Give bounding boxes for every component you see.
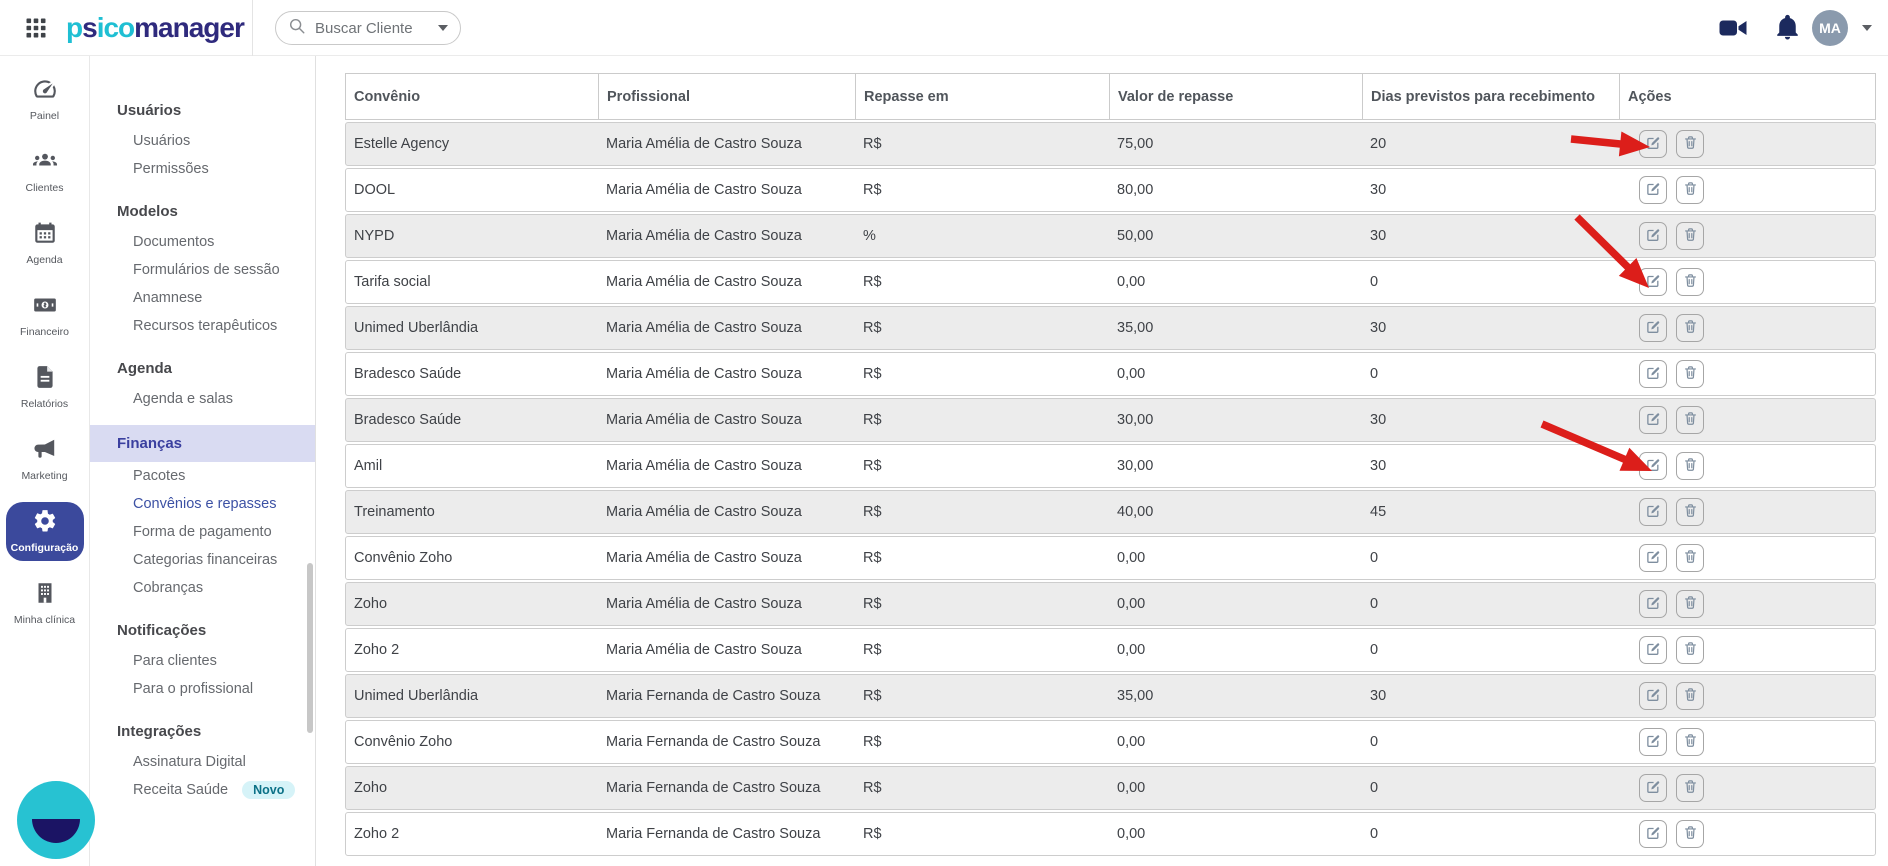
edit-pencil-icon [1646,365,1661,383]
dias-cell: 0 [1370,642,1379,658]
sidebar-link[interactable] [90,647,315,675]
sidebar-link[interactable] [90,574,315,602]
dias-cell: 0 [1370,780,1379,796]
table-row [345,766,1876,810]
edit-button[interactable] [1639,406,1667,434]
actions-cell [1619,636,1875,664]
actions-cell [1619,176,1875,204]
trash-icon [1683,457,1698,475]
trash-icon [1683,687,1698,705]
sidebar-section [90,352,315,413]
topbar-divider [252,0,253,56]
dias-cell: 30 [1370,320,1387,336]
edit-pencil-icon [1646,825,1661,843]
repasse-em-cell: R$ [863,826,882,842]
valor-cell: 0,00 [1117,550,1146,566]
edit-pencil-icon [1646,641,1661,659]
valor-cell: 50,00 [1117,228,1154,244]
table-row [345,490,1876,534]
profissional-cell: Maria Amélia de Castro Souza [606,320,802,336]
dias-cell: 45 [1370,504,1387,520]
sidebar-item-clientes[interactable] [6,142,84,201]
sidebar-link-label: Documentos [133,234,215,250]
convenio-cell: DOOL [354,182,396,198]
nav-item-label: Painel [29,110,60,122]
valor-cell: 80,00 [1117,182,1154,198]
edit-button[interactable] [1639,176,1667,204]
novo-badge: Novo [242,781,295,800]
nav-item-label: Minha clínica [13,614,76,626]
sidebar-link[interactable] [90,256,315,284]
convenio-cell: Estelle Agency [354,136,450,152]
repasse-em-cell: R$ [863,550,882,566]
edit-pencil-icon [1646,181,1661,199]
delete-button[interactable] [1676,222,1704,250]
sidebar-link[interactable] [90,518,315,546]
repasse-em-cell: R$ [863,412,882,428]
column-header: Profissional [598,74,855,119]
dias-cell: 30 [1370,412,1387,428]
sidebar-section [90,715,315,804]
dias-cell: 0 [1370,826,1379,842]
convenio-cell: Amil [354,458,383,474]
sidebar-link-label: Anamnese [133,290,203,306]
banknote-icon [32,305,58,322]
sidebar-item-relatorios[interactable] [6,358,84,417]
sidebar-section-title: Agenda [117,360,173,377]
valor-cell: 35,00 [1117,688,1154,704]
edit-button[interactable] [1639,360,1667,388]
table-row [345,168,1876,212]
convenio-cell: Unimed Uberlândia [354,320,479,336]
nav-item-label: Relatórios [20,398,69,410]
sidebar-link[interactable] [90,462,315,490]
edit-button[interactable] [1639,498,1667,526]
sidebar-scrollbar[interactable] [307,563,313,733]
repasse-em-cell: R$ [863,734,882,750]
delete-button[interactable] [1676,452,1704,480]
nav-item-label: Financeiro [19,326,70,338]
repasse-em-cell: R$ [863,688,882,704]
edit-button[interactable] [1639,590,1667,618]
edit-button[interactable] [1639,774,1667,802]
column-header: Dias previstos para recebimento [1362,74,1619,119]
profissional-cell: Maria Amélia de Castro Souza [606,642,802,658]
search-icon [288,17,306,40]
profissional-cell: Maria Fernanda de Castro Souza [606,780,821,796]
sidebar-item-marketing[interactable] [6,430,84,489]
edit-button[interactable] [1639,636,1667,664]
delete-button[interactable] [1676,820,1704,848]
edit-pencil-icon [1646,273,1661,291]
dias-cell: 30 [1370,228,1387,244]
table-row [345,674,1876,718]
support-chat-bubble[interactable] [17,781,95,859]
trash-icon [1683,135,1698,153]
table-row [345,260,1876,304]
profissional-cell: Maria Amélia de Castro Souza [606,228,802,244]
psicomanager-logo[interactable]: psicomanager [66,12,244,43]
edit-button[interactable] [1639,682,1667,710]
sidebar-link-label: Pacotes [133,468,186,484]
nav-item-label: Agenda [26,254,63,266]
column-header: Repasse em [855,74,1109,119]
dias-cell: 0 [1370,550,1379,566]
convenio-cell: NYPD [354,228,395,244]
table-row [345,582,1876,626]
sidebar-item-painel[interactable] [6,70,84,129]
settings-sidebar [90,56,316,866]
profissional-cell: Maria Fernanda de Castro Souza [606,688,821,704]
dias-cell: 30 [1370,458,1387,474]
user-avatar[interactable] [1812,10,1848,46]
delete-button[interactable] [1676,498,1704,526]
sidebar-link-label: Permissões [133,161,209,177]
actions-cell [1619,728,1875,756]
nav-item-label: Clientes [25,182,64,194]
actions-cell [1619,222,1875,250]
sidebar-link[interactable] [90,776,315,804]
profissional-cell: Maria Amélia de Castro Souza [606,182,802,198]
edit-button[interactable] [1639,222,1667,250]
notifications-bell-icon[interactable] [1776,14,1799,45]
sidebar-item-agenda[interactable] [6,214,84,273]
sidebar-item-financeiro[interactable] [6,286,84,345]
delete-button[interactable] [1676,268,1704,296]
delete-button[interactable] [1676,636,1704,664]
dias-cell: 0 [1370,734,1379,750]
table-row [345,812,1876,856]
repasse-em-cell: % [863,228,876,244]
apps-grid-icon[interactable] [24,16,48,40]
edit-pencil-icon [1646,319,1661,337]
convenio-cell: Bradesco Saúde [354,412,462,428]
actions-cell [1619,682,1875,710]
valor-cell: 30,00 [1117,412,1154,428]
table-row [345,536,1876,580]
valor-cell: 0,00 [1117,366,1146,382]
profissional-cell: Maria Amélia de Castro Souza [606,504,802,520]
sidebar-section-title: Finanças [90,425,315,462]
table-row [345,352,1876,396]
table-row [345,122,1876,166]
edit-pencil-icon [1646,549,1661,567]
valor-cell: 0,00 [1117,734,1146,750]
trash-icon [1683,825,1698,843]
trash-icon [1683,319,1698,337]
sidebar-link[interactable] [90,312,315,340]
search-placeholder: Buscar Cliente [315,19,413,37]
dias-cell: 30 [1370,688,1387,704]
sidebar-link[interactable] [90,490,315,518]
table-row [345,720,1876,764]
sidebar-link-label: Para clientes [133,653,217,669]
sidebar-link[interactable] [90,228,315,256]
sidebar-section [90,614,315,703]
sidebar-section [90,195,315,340]
edit-button[interactable] [1639,130,1667,158]
edit-pencil-icon [1646,595,1661,613]
actions-cell [1619,360,1875,388]
dias-cell: 20 [1370,136,1387,152]
delete-button[interactable] [1676,544,1704,572]
profissional-cell: Maria Fernanda de Castro Souza [606,826,821,842]
top-bar [0,0,1888,56]
sidebar-link[interactable] [90,385,315,413]
table-row [345,306,1876,350]
edit-button[interactable] [1639,820,1667,848]
table-row [345,444,1876,488]
column-header: Convênio [354,88,421,105]
sidebar-link-label: Cobranças [133,580,204,596]
sidebar-link[interactable] [90,748,315,776]
repasse-em-cell: R$ [863,274,882,290]
sidebar-link[interactable] [90,675,315,703]
valor-cell: 0,00 [1117,780,1146,796]
primary-nav-sidebar [0,56,90,866]
sidebar-link[interactable] [90,284,315,312]
repasse-em-cell: R$ [863,780,882,796]
chat-bubble-mouth-icon [32,819,80,843]
repasse-em-cell: R$ [863,366,882,382]
profissional-cell: Maria Amélia de Castro Souza [606,274,802,290]
trash-icon [1683,503,1698,521]
sidebar-section-title: Modelos [117,203,178,220]
repasse-em-cell: R$ [863,504,882,520]
actions-cell [1619,268,1875,296]
sidebar-link-label: Formulários de sessão [133,262,280,278]
edit-button[interactable] [1639,268,1667,296]
repasse-em-cell: R$ [863,642,882,658]
profissional-cell: Maria Amélia de Castro Souza [606,412,802,428]
convenio-cell: Zoho 2 [354,826,400,842]
valor-cell: 0,00 [1117,826,1146,842]
convenio-cell: Zoho [354,780,388,796]
valor-cell: 40,00 [1117,504,1154,520]
convenio-cell: Zoho 2 [354,642,400,658]
sidebar-link-label: Recursos terapêuticos [133,318,278,334]
valor-cell: 75,00 [1117,136,1154,152]
sidebar-item-configuracao[interactable] [6,502,84,561]
profissional-cell: Maria Amélia de Castro Souza [606,136,802,152]
sidebar-link-label: Usuários [133,133,191,149]
convenio-cell: Zoho [354,596,388,612]
edit-pencil-icon [1646,687,1661,705]
search-client-dropdown[interactable] [275,11,461,45]
sidebar-link[interactable] [90,546,315,574]
edit-pencil-icon [1646,227,1661,245]
delete-button[interactable] [1676,728,1704,756]
calendar-icon [32,233,58,250]
edit-pencil-icon [1646,457,1661,475]
trash-icon [1683,779,1698,797]
edit-button[interactable] [1639,452,1667,480]
people-icon [32,161,58,178]
profissional-cell: Maria Amélia de Castro Souza [606,596,802,612]
repasse-em-cell: R$ [863,136,882,152]
convenio-cell: Treinamento [354,504,435,520]
avatar-initials: MA [1819,20,1841,36]
video-call-icon[interactable] [1719,18,1747,43]
delete-button[interactable] [1676,406,1704,434]
table-row [345,398,1876,442]
dias-cell: 0 [1370,274,1379,290]
sidebar-link[interactable] [90,127,315,155]
profissional-cell: Maria Amélia de Castro Souza [606,550,802,566]
repasse-em-cell: R$ [863,596,882,612]
speedometer-icon [32,89,58,106]
chevron-down-icon [438,25,448,31]
actions-cell [1619,314,1875,342]
sidebar-link-label: Receita Saúde [133,782,229,798]
edit-button[interactable] [1639,544,1667,572]
report-icon [32,377,58,394]
nav-item-label: Marketing [21,470,68,482]
actions-cell [1619,774,1875,802]
nav-item-label: Configuração [10,542,79,554]
gear-icon [32,521,58,538]
edit-pencil-icon [1646,733,1661,751]
valor-cell: 0,00 [1117,274,1146,290]
actions-cell [1619,820,1875,848]
delete-button[interactable] [1676,360,1704,388]
trash-icon [1683,227,1698,245]
table-row [345,214,1876,258]
edit-button[interactable] [1639,728,1667,756]
actions-cell [1619,498,1875,526]
delete-button[interactable] [1676,774,1704,802]
actions-cell [1619,406,1875,434]
convenio-cell: Tarifa social [354,274,431,290]
trash-icon [1683,549,1698,567]
convenio-cell: Convênio Zoho [354,734,453,750]
sidebar-link-label: Categorias financeiras [133,552,278,568]
valor-cell: 0,00 [1117,596,1146,612]
delete-button[interactable] [1676,590,1704,618]
delete-button[interactable] [1676,682,1704,710]
table-header-row [345,73,1876,120]
trash-icon [1683,641,1698,659]
sidebar-section-title: Notificações [117,622,207,639]
trash-icon [1683,273,1698,291]
convenio-cell: Unimed Uberlândia [354,688,479,704]
sidebar-link[interactable] [90,155,315,183]
sidebar-section-title: Usuários [117,102,182,119]
sidebar-section-title: Integrações [117,723,202,740]
trash-icon [1683,181,1698,199]
sidebar-link-label: Forma de pagamento [133,524,272,540]
convenios-table [345,73,1876,856]
repasse-em-cell: R$ [863,458,882,474]
profissional-cell: Maria Fernanda de Castro Souza [606,734,821,750]
edit-button[interactable] [1639,314,1667,342]
actions-cell [1619,590,1875,618]
profissional-cell: Maria Amélia de Castro Souza [606,366,802,382]
dias-cell: 30 [1370,182,1387,198]
valor-cell: 35,00 [1117,320,1154,336]
sidebar-item-minha-clinica[interactable] [6,574,84,633]
valor-cell: 30,00 [1117,458,1154,474]
convenio-cell: Bradesco Saúde [354,366,462,382]
edit-pencil-icon [1646,503,1661,521]
repasse-em-cell: R$ [863,320,882,336]
trash-icon [1683,733,1698,751]
trash-icon [1683,365,1698,383]
actions-cell [1619,452,1875,480]
profissional-cell: Maria Amélia de Castro Souza [606,458,802,474]
edit-pencil-icon [1646,779,1661,797]
trash-icon [1683,595,1698,613]
column-header: Ações [1619,74,1875,119]
avatar-chevron-down-icon[interactable] [1862,25,1872,31]
sidebar-link-label: Agenda e salas [133,391,233,407]
sidebar-link-label: Para o profissional [133,681,254,697]
sidebar-section [90,94,315,183]
column-header: Valor de repasse [1109,74,1362,119]
megaphone-icon [32,449,58,466]
actions-cell [1619,544,1875,572]
delete-button[interactable] [1676,130,1704,158]
table-row [345,628,1876,672]
delete-button[interactable] [1676,176,1704,204]
edit-pencil-icon [1646,411,1661,429]
trash-icon [1683,411,1698,429]
building-icon [32,593,58,610]
repasse-em-cell: R$ [863,182,882,198]
sidebar-section [90,425,315,602]
dias-cell: 0 [1370,596,1379,612]
sidebar-link-label: Assinatura Digital [133,754,246,770]
valor-cell: 0,00 [1117,642,1146,658]
edit-pencil-icon [1646,135,1661,153]
actions-cell [1619,130,1875,158]
delete-button[interactable] [1676,314,1704,342]
convenio-cell: Convênio Zoho [354,550,453,566]
sidebar-link-label: Convênios e repasses [133,496,277,512]
dias-cell: 0 [1370,366,1379,382]
